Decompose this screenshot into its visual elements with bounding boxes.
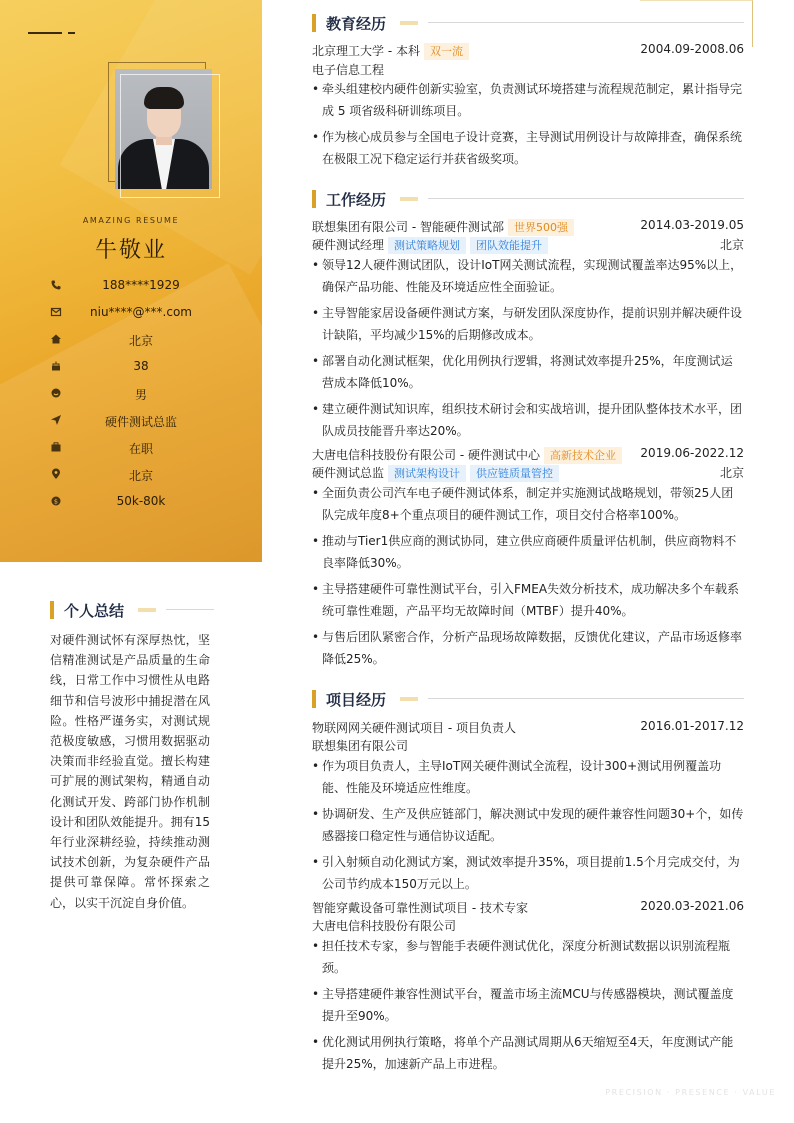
job-period: 2014.03-2019.05 [640,218,744,232]
school-name: 北京理工大学 - 本科 [312,44,420,58]
info-gender [0,384,262,411]
project-name: 物联网网关硬件测试项目 - 项目负责人 [312,721,516,735]
projects-title: 项目经历 [326,691,387,709]
company-name: 联想集团有限公司 - 智能硬件测试部 [312,220,504,234]
job-period: 2019.06-2022.12 [640,446,744,460]
gender-value: 男 [134,388,147,402]
major: 电子信息工程 [312,63,385,77]
project-org-row [312,737,744,755]
list-item: • 主导智能家居设备硬件测试方案，与研发团队深度协作，提前识别并解决硬件设计缺陷，平均减少15%的后期修改成本。 [312,302,744,346]
list-item: • 建立硬件测试知识库，组织技术研讨会和实战培训，提升团队整体技术水平，团队成员技能晋升率达20%。 [312,398,744,442]
list-item: • 推动与Tier1供应商的测试协同，建立供应商硬件质量评估机制，供应商物料不良率降低30%。 [312,530,744,574]
job-role-row [312,236,744,254]
salary-value: 50k-80k [116,494,166,508]
info-position [0,411,262,438]
work-title: 工作经历 [326,191,387,209]
education-major-row [312,61,744,79]
info-status [0,438,262,465]
info-location [0,465,262,492]
project-bullets [312,935,744,1079]
job-bullets [312,482,744,674]
skill-tag: 测试架构设计 [388,465,466,482]
email-value: niu****@***.com [90,305,192,319]
work-section-title [312,189,752,209]
project-name: 智能穿戴设备可靠性测试项目 - 技术专家 [312,901,528,915]
age-value: 38 [133,359,149,373]
info-salary [0,492,262,519]
list-item: • 全面负责公司汽车电子硬件测试体系，制定并实施测试战略规划，带领25人团队完成年度8+个重点项目的硬件测试工作，项目交付合格率100%。 [312,482,744,526]
education-period: 2004.09-2008.06 [640,42,744,56]
project-org: 联想集团有限公司 [312,739,409,753]
list-item: • 作为项目负责人，主导IoT网关硬件测试全流程，设计300+测试用例覆盖功能、性能及环境适应性维度。 [312,755,744,799]
project-header [312,719,744,737]
location-value: 北京 [128,469,153,483]
summary-section-title [50,600,220,620]
job-header [312,446,744,464]
list-item: • 协调研发、生产及供应链部门，解决测试中发现的硬件兼容性问题30+个，如传感器接口稳定性与通信协议适配。 [312,803,744,847]
job-role: 硬件测试经理 [312,238,385,252]
list-item: • 主导搭建硬件兼容性测试平台，覆盖市场主流MCU与传感器模块，测试覆盖度提升至90%。 [312,983,744,1027]
skill-tag: 测试策略规划 [388,237,466,254]
list-item: • 担任技术专家，参与智能手表硬件测试优化，深度分析测试数据以识别流程瓶颈。 [312,935,744,979]
list-item: • 优化测试用例执行策略，将单个产品测试周期从6天缩短至4天，年度测试产能提升25%，加速新产品上市进程。 [312,1031,744,1075]
candidate-name: 牛敬业 [94,238,167,263]
info-phone [0,276,262,303]
list-item: • 领导12人硬件测试团队，设计IoT网关测试流程，实现测试覆盖率达95%以上，确保产品功能、性能及环境适应性全面验证。 [312,254,744,298]
job-role: 硬件测试总监 [312,466,385,480]
list-item: • 主导搭建硬件可靠性测试平台，引入FMEA失效分析技术，成功解决多个车载系统可靠性难题，产品平均无故障时间（MTBF）提升40%。 [312,578,744,622]
job-role-row [312,464,744,482]
svg-text:$: $ [53,497,59,506]
job-bullets [312,254,744,446]
list-item: • 作为核心成员参与全国电子设计竞赛，主导测试用例设计与故障排查，确保系统在极限工况下稳定运行并获省级奖项。 [312,126,744,170]
project-bullets [312,755,744,899]
skill-tag: 团队效能提升 [470,237,548,254]
job-header [312,218,744,236]
job-city: 北京 [719,466,744,480]
photo-frame-outer [120,74,220,198]
residence-value: 北京 [128,334,153,348]
skill-tag: 供应链质量管控 [470,465,559,482]
summary-title: 个人总结 [64,602,125,620]
project-header [312,899,744,917]
position-value: 硬件测试总监 [104,415,177,429]
phone-value: 188****1929 [102,278,180,292]
resume-tagline: AMAZING RESUME [82,216,180,225]
list-item: • 与售后团队紧密合作，分析产品现场故障数据，反馈优化建议，产品市场返修率降低25%。 [312,626,744,670]
company-name: 大唐电信科技股份有限公司 - 硬件测试中心 [312,448,540,462]
job-city: 北京 [719,238,744,252]
school-tag: 双一流 [424,43,469,60]
education-header [312,42,744,60]
contact-info-list [0,276,262,519]
projects-section-title [312,689,752,709]
footer-motto: PRECISION · PRESENCE · VALUE [605,1088,776,1097]
education-title: 教育经历 [326,15,387,33]
education-section-title [312,13,752,33]
project-org: 大唐电信科技股份有限公司 [312,919,457,933]
education-bullets [312,78,744,174]
project-org-row [312,917,744,935]
list-item: • 引入射频自动化测试方案，测试效率提升35%，项目提前1.5个月完成交付，为公司节约成本150万元以上。 [312,851,744,895]
list-item: • 部署自动化测试框架，优化用例执行逻辑，将测试效率提升25%，年度测试运营成本降低10%。 [312,350,744,394]
summary-text: 对硬件测试怀有深厚热忱，坚信精准测试是产品质量的生命线，日常工作中习惯性从电路细节和信号波形中捕捉潜在风险。性格严谨务实，对测试规范极度敏感，习惯用数据驱动决策而非经验直觉。擅长构建可扩展的测试架构，精通自动化测试开发、跨部门协作机制设计和团队效能提升。拥有15年行业深耕经验，持续推动测试技术创新，为复杂硬件产品提供可靠保障。常怀探索之心，以实干沉淀自身价值。 [50,633,210,910]
info-residence [0,330,262,357]
project-period: 2016.01-2017.12 [640,719,744,733]
list-item: • 牵头组建校内硬件创新实验室，负责测试环境搭建与流程规范制定，累计指导完成 5 项省级科研训练项目。 [312,78,744,122]
project-period: 2020.03-2021.06 [640,899,744,913]
info-age [0,357,262,384]
info-email [0,303,262,330]
status-value: 在职 [128,442,153,456]
company-tag: 世界500强 [508,219,574,236]
company-tag: 高新技术企业 [544,447,622,464]
